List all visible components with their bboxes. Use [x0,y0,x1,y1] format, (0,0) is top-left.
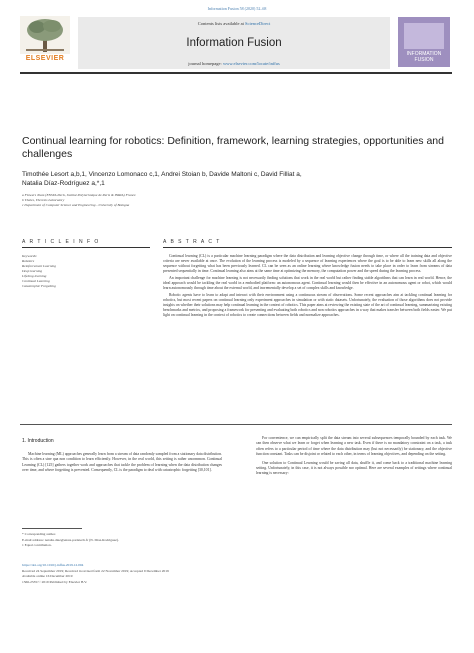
abstract-body [163,254,452,320]
abstract-bottom-rule [20,424,452,425]
footnotes [22,532,282,549]
affiliation-c: c Department of Computer Science and Engineering - University of Bologna [22,203,130,207]
elsevier-logo[interactable] [20,16,70,68]
article-info-heading: A R T I C L E I N F O [22,239,100,245]
cover-title: INFORMATION FUSION [406,51,442,63]
keyword: Continual Learning [22,279,50,283]
sciencedirect-link[interactable]: ScienceDirect [245,21,271,26]
journal-reference[interactable]: Information Fusion 58 (2020) 52–68 [207,6,267,11]
article-info-rule [22,247,150,248]
keyword: Deep learning [22,269,43,273]
authors [22,170,442,188]
keywords-list [22,254,150,289]
affiliation-b: b Thales, Theresis Laboratory [22,198,65,202]
left-column [22,452,222,477]
abstract-paragraph-1: Continual learning (CL) is a particular machine learning paradigm where the data distribution and learning objective change through time, or where all the training data and objective criteria are never available at once. The evolution of the learning process is modeled by a sequence of learning experiences where the goal is to be able to learn new skills all along the sequence without forgetting what has been previously learned. CL can be seen as an online learning where knowledge fusion needs to take place in order to learn from streams of data presented sequentially in time. Continual learning also aims at the same time at optimizing the memory, the computation power and the speed during the learning process. [163,254,452,273]
affiliation-a: a Flowers Team (ENSTA Paris, Institut Polytechnique de Paris & INRIA) France [22,193,136,197]
keyword: Reinforcement Learning [22,264,56,268]
homepage-line [78,61,390,66]
authors-line-2: Natalia Díaz-Rodríguez a,*,1 [22,180,105,187]
keyword: Lifelong learning [22,274,47,278]
keyword: Robotics [22,259,35,263]
introduction-heading: 1. Introduction [22,438,54,444]
paper-title: Continual learning for robotics: Definition, framework, learning strategies, opportunities and challenges [22,135,444,160]
issn-copyright: 1566-2535/© 2019 Published by Elsevier B.V. [22,579,88,584]
footnote-rule [22,528,82,529]
abstract-rule [163,247,452,248]
intro-paragraph-3: One solution to Continual Learning would be saving all data, shuffle it, and come back to a traditional machine learning setting. Unfortunately, in this case, it is not always possible nor optimal. Here are several examples of settings where continual learning is necessary: [256,460,452,476]
contents-prefix: Contents lists available at [197,21,244,26]
abstract-paragraph-2: An important challenge for machine learning is not necessarily finding solutions that work in the real world but rather finding stable algorithms that can learn in real world. Hence, the ideal approach would be tackling the real world in a embodied platform: an autonomous agent. Continual learning would then be effective in an autonomous agent or robot, which would learn autonomously through time about the external world, and incrementally develop a set of complex skills and knowledge. [163,276,452,290]
tree-logo-icon [20,16,70,54]
homepage-link[interactable]: www.elsevier.com/locate/inffus [222,61,280,66]
intro-paragraph-2: For convenience, we can empirically split the data stream into several subsequences temporally bounded by each task. We can then observe what we learn or forget when learning a new task. Even if there is no mandatory constraint on a task, a task often refers to a particular period of time where the data distribution may (but not necessarily) be stationary, and the objective function constant. Tasks can be disjoint or related to each other, in terms of learning objectives, and depending on the setting. [256,436,452,457]
keywords-label: Keywords: [22,254,38,258]
abstract-paragraph-3: Robotic agents have to learn to adapt and interact with their environment using a continuous stream of observations. Some recent approaches aim at tackling continual learning for robotics, but most recent papers on continual learning only experiment approaches in simulation or with static datasets. Unfortunately, the evaluation of those algorithms does not provide insights on whether their solutions may help continual learning in the context of robotics. This paper aims at reviewing the existing state of the art of continual learning, summarizing existing benchmarks and metrics, and proposing a framework for presenting and evaluating both robotics and non robotics approaches in a way that makes transfer between both fields easier. We put light on continual learning in the context of robotics to create connections between fields and normalize approaches. [163,293,452,317]
keyword: Catastrophic Forgetting [22,284,56,288]
journal-title: Information Fusion [186,37,282,49]
cover-graphic [404,23,444,49]
authors-line-1: Timothée Lesort a,b,1, Vincenzo Lomonaco c,1, Andrei Stoian b, Davide Maltoni c, David Filliat a, [22,171,302,178]
homepage-prefix: journal homepage: [188,61,222,66]
affiliations [22,193,442,208]
footnote-equal: 1 Equal contribution. [22,543,52,547]
logo-text: ELSEVIER [25,55,65,62]
journal-cover[interactable] [398,17,450,67]
doi-link[interactable]: https://doi.org/10.1016/j.inffus.2019.12.004 [22,563,84,567]
article-history [22,563,322,585]
intro-paragraph-1: Machine learning (ML) approaches generally learn from a stream of data randomly sampled from a stationary data distribution. This is often a sine qua non condition to learn efficiently. However, in the real world, this setting is rather uncommon. Continual Learning (CL) [125] gathers together work and approaches that tackle the problem of learning when the data distribution changes over time, and where forgetting is prevented. Consequently, CL is the paradigm to deal with catastrophic forgetting [30,101]. [22,452,222,473]
abstract-heading: A B S T R A C T [163,239,221,245]
header-rule [20,72,452,74]
journal-header [78,17,390,69]
footnote-email[interactable]: E-mail address: natalia.diaz@ensta-paristech.fr (N. Díaz-Rodríguez). [22,537,119,542]
right-column [256,436,452,480]
contents-line [78,21,390,26]
received-dates: Received 24 September 2019; Received in revised form 22 November 2019; Accepted 9 December 2019 [22,568,169,573]
footnote-corresponding: * Corresponding author. [22,532,56,536]
available-online: Available online 16 December 2019 [22,574,73,578]
